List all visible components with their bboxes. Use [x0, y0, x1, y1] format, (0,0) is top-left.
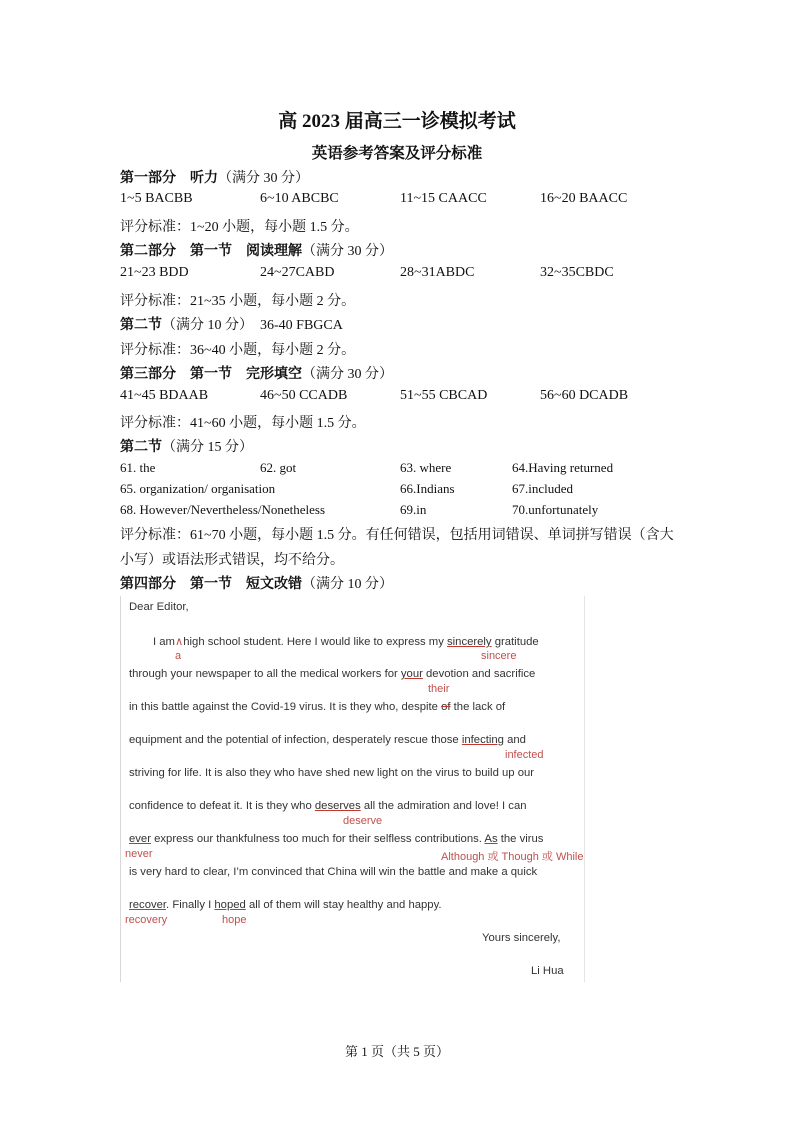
essay-line-7	[129, 833, 543, 845]
answer-6-10: 6~10 ABCBC	[260, 191, 339, 206]
error-hoped: hoped	[214, 899, 246, 911]
part1-score: （满分 30 分）	[218, 171, 309, 186]
essay-line-8: is very hard to clear, I’m convinced that China will win the battle and make a quick	[129, 866, 538, 878]
part3-section2-score: （满分 15 分）	[162, 440, 253, 455]
part4-heading-text: 第四部分 第一节 短文改错	[120, 577, 302, 592]
essay-line-6	[129, 800, 527, 812]
part2-criteria: 评分标准：21~35 小题，每小题 2 分。	[120, 294, 356, 309]
correction-a: a	[175, 650, 182, 662]
correction-deserve: deserve	[343, 815, 383, 827]
correction-never: never	[125, 848, 153, 860]
answer-32-35: 32~35CBDC	[540, 265, 614, 280]
correction-their: their	[428, 683, 450, 695]
grammar-65: 65. organization/ organisation	[120, 481, 276, 496]
grammar-62: 62. got	[260, 460, 297, 475]
answer-16-20: 16~20 BAACC	[540, 191, 628, 206]
answer-11-15: 11~15 CAACC	[400, 191, 487, 206]
answer-36-40: 36-40 FBGCA	[260, 318, 343, 333]
essay-l9-part-b: . Finally I	[166, 899, 215, 911]
answer-1-5: 1~5 BACBB	[120, 191, 193, 206]
page-title: 高 2023 届高三一诊模拟考试	[278, 111, 516, 132]
part1-heading-text: 第一部分 听力	[120, 171, 218, 186]
answer-28-31: 28~31ABDC	[400, 265, 475, 280]
correction-although: Although 或 Though 或 While	[441, 851, 584, 863]
page-footer: 第 1 页（共 5 页）	[344, 1044, 449, 1059]
answer-21-23: 21~23 BDD	[120, 265, 189, 280]
error-recover: recover	[129, 899, 167, 911]
part2-heading	[120, 240, 393, 260]
part3-section2-heading-text: 第二节	[120, 440, 162, 455]
essay-l7-part-b: express our thankfulness too much for their selfless contributions.	[150, 833, 485, 845]
part3-heading-text: 第三部分 第一节 完形填空	[120, 367, 302, 382]
answer-24-27: 24~27CABD	[260, 265, 335, 280]
essay-l2-part-c: devotion and sacrifice	[422, 668, 536, 680]
error-your: your	[400, 668, 423, 680]
essay-l1-part-a: I am	[153, 636, 175, 648]
answer-56-60: 56~60 DCADB	[540, 388, 629, 403]
error-of-deleted: of	[441, 701, 451, 713]
essay-l3-part-c: the lack of	[450, 701, 506, 713]
essay-l1-part-d: gratitude	[491, 636, 539, 648]
essay-l4-part-c: and	[503, 734, 526, 746]
essay-l9-part-d: all of them will stay healthy and happy.	[245, 899, 442, 911]
essay-l6-part-c: all the admiration and love! I can	[360, 800, 527, 812]
part3-criteria: 评分标准：41~60 小题，每小题 1.5 分。	[120, 416, 366, 431]
part1-criteria: 评分标准：1~20 小题，每小题 1.5 分。	[120, 220, 359, 235]
essay-correction-panel	[120, 596, 585, 982]
part3-section2-criteria-line2: 小写）或语法形式错误，均不给分。	[120, 553, 344, 568]
error-deserves: deserves	[314, 800, 361, 812]
part3-section2-criteria-line1: 评分标准：61~70 小题，每小题 1.5 分。有任何错误，包括用词错误、单词拼写错误（含大	[120, 528, 674, 543]
essay-greeting: Dear Editor,	[129, 601, 189, 613]
essay-l3-part-a: in this battle against the Covid-19 virus. It is they who, despite	[129, 701, 442, 713]
part2-score: （满分 30 分）	[302, 244, 393, 259]
answer-51-55: 51~55 CBCAD	[400, 388, 488, 403]
essay-closing: Yours sincerely,	[482, 932, 561, 944]
correction-hope: hope	[222, 914, 247, 926]
error-ever: ever	[129, 833, 151, 845]
essay-line-3	[129, 701, 505, 713]
correction-recovery: recovery	[125, 914, 168, 926]
part2-section2-criteria: 评分标准：36~40 小题，每小题 2 分。	[120, 343, 356, 358]
grammar-69: 69.in	[400, 502, 427, 517]
essay-l2-part-a: through your newspaper to all the medical workers for	[129, 668, 401, 680]
grammar-67: 67.included	[512, 481, 574, 496]
part4-heading	[120, 573, 393, 593]
part3-section2-heading	[120, 436, 253, 456]
correction-sincere: sincere	[481, 650, 517, 662]
essay-line-5: striving for life. It is also they who have shed new light on the virus to build up our	[129, 767, 535, 779]
answer-41-45: 41~45 BDAAB	[120, 388, 209, 403]
essay-line-2	[129, 668, 535, 680]
essay-signature: Li Hua	[531, 965, 564, 977]
grammar-68: 68. However/Nevertheless/Nonetheless	[120, 502, 326, 517]
part2-section2-heading	[120, 314, 343, 334]
grammar-70: 70.unfortunately	[512, 502, 599, 517]
essay-l7-part-d: the virus	[497, 833, 544, 845]
essay-line-4	[129, 734, 526, 746]
grammar-64: 64.Having returned	[512, 460, 614, 475]
error-sincerely: sincerely	[447, 636, 492, 648]
insert-caret: ∧	[174, 636, 184, 648]
grammar-66: 66.Indians	[400, 481, 455, 496]
correction-infected: infected	[505, 749, 544, 761]
part1-heading	[120, 167, 309, 187]
essay-l6-part-a: confidence to defeat it. It is they who	[129, 800, 315, 812]
error-infecting: infecting	[461, 734, 504, 746]
essay-l4-part-a: equipment and the potential of infection, desperately rescue those	[129, 734, 462, 746]
grammar-63: 63. where	[400, 460, 452, 475]
answer-46-50: 46~50 CCADB	[260, 388, 348, 403]
part2-section2-score: （满分 10 分）	[162, 318, 246, 333]
essay-line-9	[129, 899, 442, 911]
grammar-61: 61. the	[120, 460, 156, 475]
part3-heading	[120, 363, 393, 383]
page-subtitle: 英语参考答案及评分标准	[311, 145, 483, 162]
error-as: As	[484, 833, 498, 845]
essay-l1-part-b: high school student. Here I would like to express my	[183, 636, 447, 648]
essay-line-1	[153, 635, 539, 648]
part2-heading-text: 第二部分 第一节 阅读理解	[120, 244, 302, 259]
part4-score: （满分 10 分）	[302, 577, 393, 592]
part2-section2-heading-text: 第二节	[120, 318, 162, 333]
part3-score: （满分 30 分）	[302, 367, 393, 382]
